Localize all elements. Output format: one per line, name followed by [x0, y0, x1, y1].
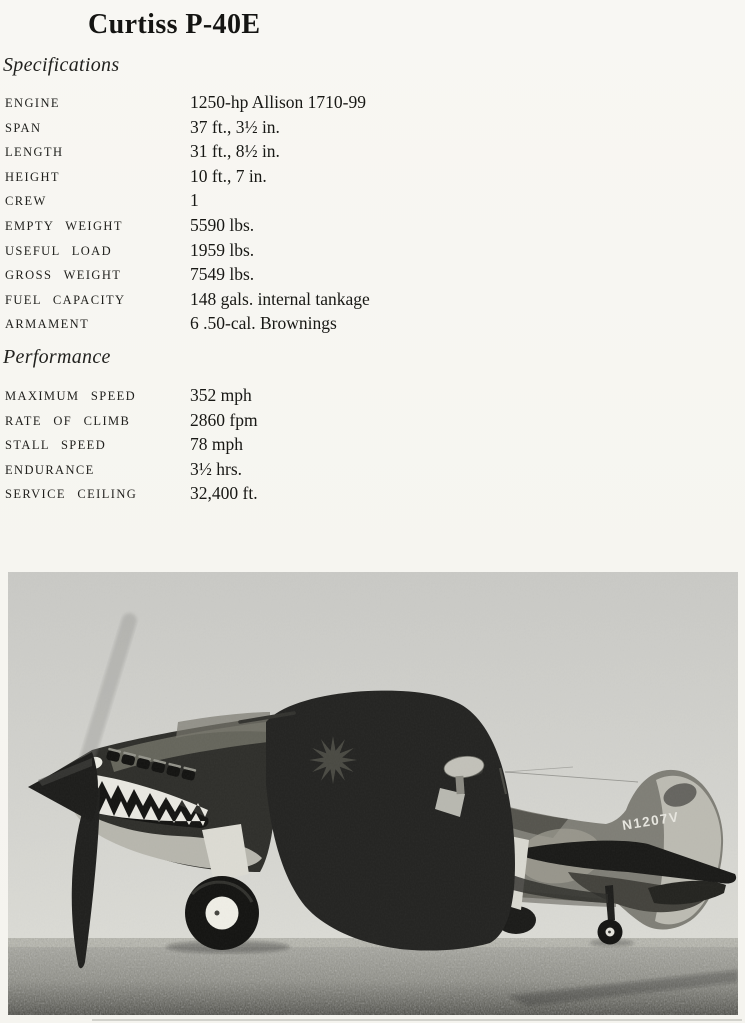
- spec-label: EMPTY WEIGHT: [5, 218, 123, 233]
- spec-value: 37 ft., 3½ in.: [190, 116, 280, 137]
- spec-row: [5, 166, 525, 191]
- performance-table: [5, 385, 525, 508]
- spec-label: RATE OF CLIMB: [5, 413, 131, 428]
- spec-value: 1250-hp Allison 1710-99: [190, 92, 366, 112]
- specifications-heading: Specifications: [3, 54, 120, 76]
- tail-registration: N1207V: [621, 809, 681, 833]
- aircraft-photo: [8, 572, 738, 1015]
- spec-label: LENGTH: [5, 145, 64, 160]
- spec-label: SPAN: [5, 120, 42, 135]
- spec-row: [5, 215, 525, 240]
- photo-grain: [8, 572, 738, 1015]
- spec-row: [5, 410, 525, 435]
- page-title: Curtiss P-40E: [88, 9, 261, 40]
- spec-row: [5, 385, 525, 410]
- spec-value: 6 .50-cal. Brownings: [190, 313, 337, 334]
- spec-label: HEIGHT: [5, 169, 60, 184]
- spec-label: USEFUL LOAD: [5, 243, 113, 258]
- spec-label: ENGINE: [5, 96, 60, 110]
- specifications-table: [5, 92, 525, 338]
- spec-label: CREW: [5, 194, 47, 209]
- spec-value: 7549 lbs.: [190, 264, 255, 285]
- spec-row: [5, 459, 525, 484]
- spec-row: [5, 289, 525, 314]
- spec-value: 2860 fpm: [190, 409, 258, 430]
- spec-value: 78 mph: [190, 434, 243, 455]
- spec-row: [5, 434, 525, 459]
- spec-value: 10 ft., 7 in.: [190, 165, 267, 186]
- spec-value: 3½ hrs.: [190, 458, 243, 479]
- spec-value: 1959 lbs.: [190, 239, 255, 260]
- spec-row: [5, 190, 525, 215]
- spec-label: ENDURANCE: [5, 462, 95, 477]
- spec-value: 148 gals. internal tankage: [190, 288, 370, 309]
- aircraft-illustration: [8, 572, 738, 1015]
- spec-label: ARMAMENT: [5, 317, 90, 332]
- performance-heading: Performance: [3, 346, 111, 368]
- spec-label: FUEL CAPACITY: [5, 292, 126, 307]
- spec-label: STALL SPEED: [5, 438, 107, 453]
- spec-value: 31 ft., 8½ in.: [190, 141, 280, 162]
- spec-row: [5, 141, 525, 166]
- spec-label: MAXIMUM SPEED: [5, 389, 137, 403]
- spec-label: GROSS WEIGHT: [5, 268, 122, 283]
- spec-row: [5, 313, 525, 338]
- spec-label: SERVICE CEILING: [5, 487, 138, 502]
- scan-artifact-line: [92, 1019, 742, 1021]
- spec-row: [5, 483, 525, 508]
- spec-row: [5, 92, 525, 117]
- spec-row: [5, 240, 525, 265]
- spec-value: 352 mph: [190, 385, 252, 405]
- spec-row: [5, 264, 525, 289]
- spec-row: [5, 117, 525, 142]
- spec-value: 1: [190, 190, 199, 211]
- spec-value: 5590 lbs.: [190, 214, 255, 235]
- spec-value: 32,400 ft.: [190, 483, 258, 504]
